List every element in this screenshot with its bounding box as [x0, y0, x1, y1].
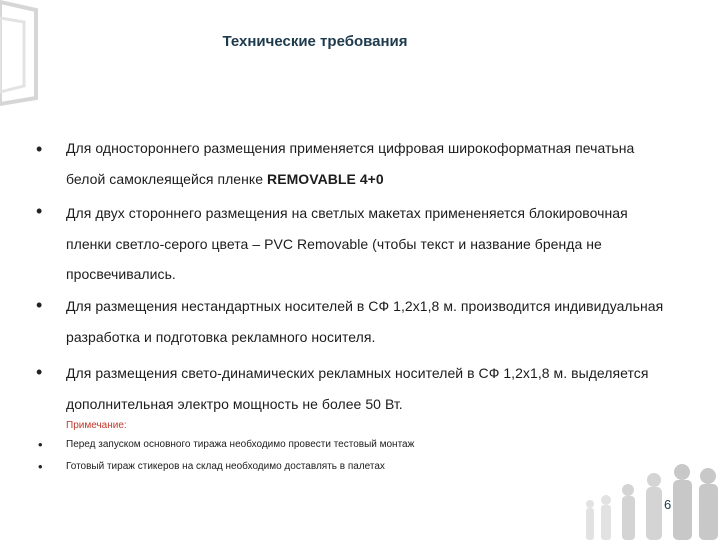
note-item: Готовый тираж стикеров на склад необходимо доставлять в палетах [66, 461, 385, 472]
slide-title: Технические требования [222, 33, 408, 50]
requirement-text: Для размещения нестандартных носителей в СФ 1,2х1,8 м. производится индивидуальная разработка и подготовка рекламного носителя. [66, 298, 664, 345]
bullet-dot-icon: • [36, 362, 43, 382]
bullet-dot-icon: • [36, 201, 43, 221]
requirement-item [66, 133, 676, 194]
note-label: Примечание: [66, 420, 127, 431]
people-silhouettes-icon [570, 460, 720, 540]
bullet-dot-icon: • [38, 459, 43, 474]
bullet-dot-icon: • [36, 139, 43, 159]
page-number: 6 [664, 497, 672, 512]
requirement-item [66, 198, 676, 290]
requirement-text: Для двух стороннего размещения на светлых макетах примененяется блокировочная пленки светло-серого цвета – PVC Removable (чтобы текст и название бренда не просвечивались. [66, 205, 628, 282]
requirement-item [66, 291, 676, 352]
corner-frame-icon [0, 0, 40, 110]
bullet-dot-icon: • [36, 295, 43, 315]
note-item: Перед запуском основного тиража необходимо провести тестовый монтаж [66, 439, 415, 450]
bullet-dot-icon: • [38, 437, 43, 452]
requirement-item [66, 358, 676, 419]
requirement-text: Для размещения свето-динамических рекламных носителей в СФ 1,2х1,8 м. выделяется дополнительная электро мощность не более 50 Вт. [66, 365, 649, 412]
film-brand-name: REMOVABLE 4+0 [267, 170, 384, 187]
requirement-text: Для одностороннего размещения применяется цифровая широкоформатная печатьна белой самоклеящейся пленке [66, 140, 635, 187]
